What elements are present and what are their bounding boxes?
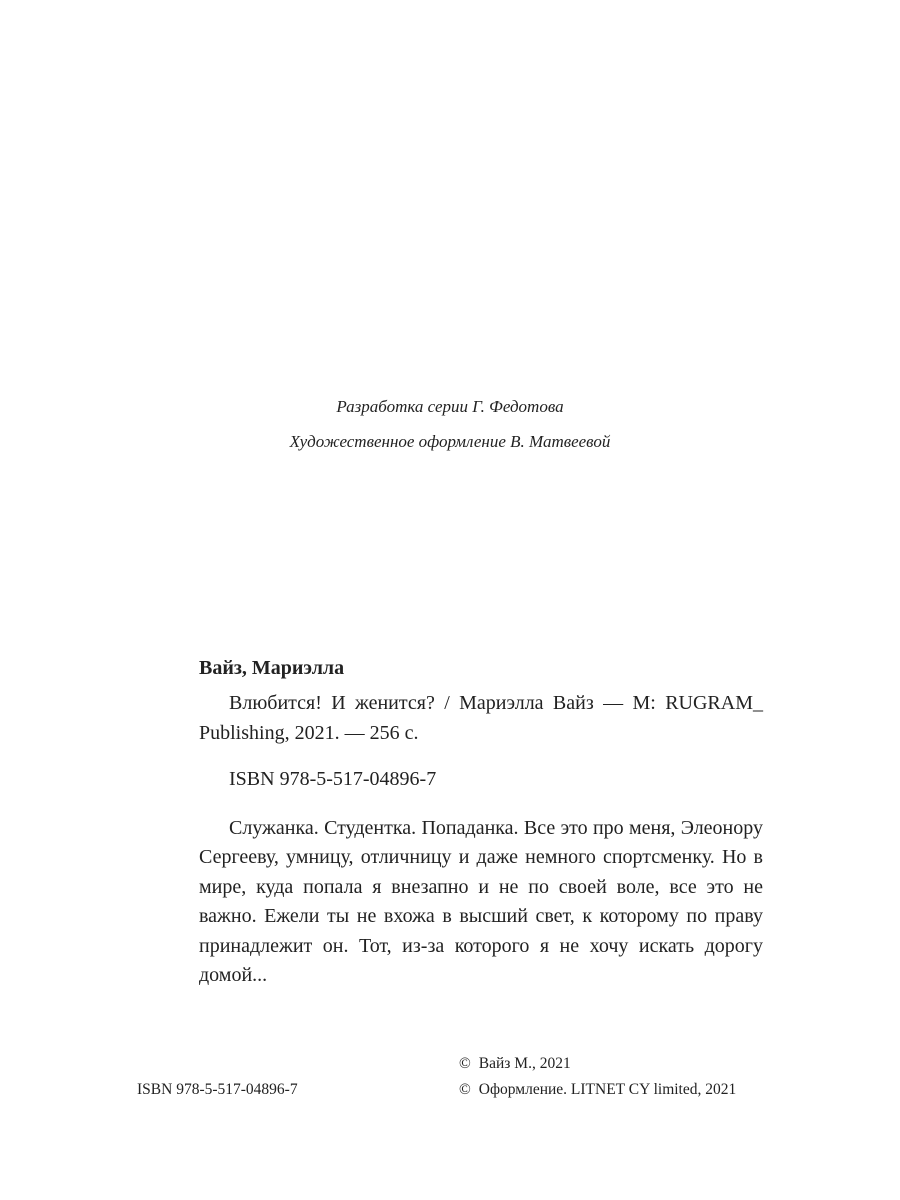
design-credit: Художественное оформление В. Матвеевой <box>289 432 611 451</box>
copyright-author: Вайз М., 2021 <box>478 1055 571 1072</box>
copyright-author-line <box>459 1055 571 1073</box>
series-credit: Разработка серии Г. Федотова <box>336 397 564 416</box>
isbn-main: ISBN 978-5-517-04896-7 <box>229 768 437 790</box>
footer-isbn: ISBN 978-5-517-04896-7 <box>137 1081 298 1098</box>
annotation: Служанка. Студентка. Попаданка. Все это про меня, Элеонору Сергееву, умницу, отличницу и даже немного спортсменку. Но в мире, куда попала я внезапно и не по своей воле, все это не важно. Ежели ты не вхожа в высший свет, к которому по праву принадлежит он. Тот, из-за которого я не хочу искать дорогу домой... <box>199 817 763 987</box>
copyright-symbol: © <box>459 1081 471 1098</box>
bibliographic-title: Влюбится! И женится? / Мариэлла Вайз — М: RUGRAM_ Publishing, 2021. — 256 с. <box>199 692 763 744</box>
copyright-design: Оформление. LITNET CY limited, 2021 <box>478 1081 737 1098</box>
copyright-design-line <box>459 1081 736 1099</box>
copyright-symbol: © <box>459 1055 471 1072</box>
author-name: Вайз, Мариэлла <box>199 657 345 679</box>
